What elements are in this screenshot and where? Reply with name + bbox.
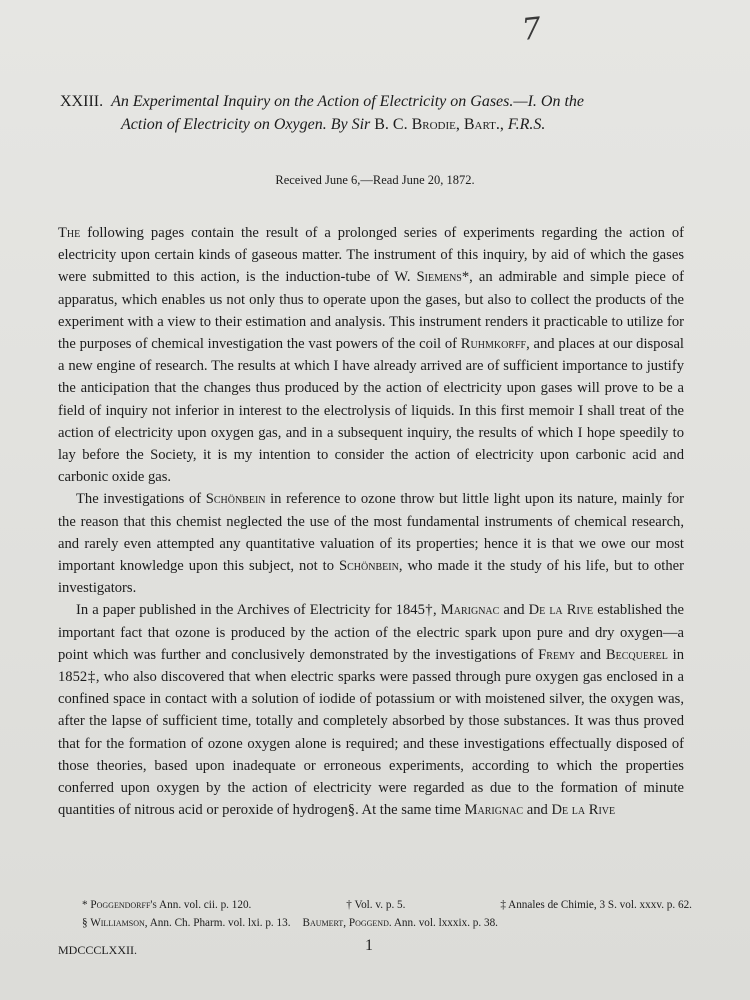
name-siemens: Siemens <box>416 269 462 286</box>
volume-year: MDCCCLXXII. <box>58 943 138 957</box>
footnotes <box>82 896 692 932</box>
footnote-row-2 <box>82 914 692 932</box>
body-text <box>58 222 684 821</box>
title-line-2 <box>60 113 690 136</box>
article-title <box>60 90 690 136</box>
page-number: 1 <box>365 937 373 954</box>
paragraph-1 <box>58 222 684 488</box>
footnote-5 <box>303 914 498 932</box>
author-credential: F.R.S. <box>507 116 546 133</box>
footnote-2: † Vol. v. p. 5. <box>346 899 406 911</box>
text-span: In a paper published in the Archives of Electricity for 1845†, <box>76 602 441 619</box>
text-span: The investigations of <box>76 491 206 508</box>
name-marignac: Marignac <box>440 602 500 619</box>
name-becquerel: Becquerel <box>605 646 668 663</box>
footnote-text: Ann. vol. lxxxix. p. 38. <box>391 917 498 929</box>
footnote-text: Ann. vol. cii. p. 120. <box>156 899 252 911</box>
article-number: XXIII. <box>60 93 104 110</box>
footnote-author: § Williamson, <box>82 917 148 929</box>
paragraph-2 <box>58 488 684 599</box>
text-span: following pages contain the result of a prolonged series of experiments regarding the action of electricity upon certain kinds of gaseous matter. The instrument of this inquiry, by aid of which the gases were submitted to this action, is the induction-tube of W. <box>58 225 684 286</box>
paragraph-3 <box>58 599 684 821</box>
author-name: B. C. Brodie, Bart., <box>374 116 504 133</box>
title-line-1 <box>60 90 690 113</box>
footnote-author: Baumert, Poggend. <box>302 917 392 929</box>
text-span: established the important fact that ozone is produced by the action of the electric spark upon pure and dry oxygen—a point which was further and conclusively demonstrated by the investigations of <box>58 602 684 663</box>
footnote-author: * Poggendorff's <box>82 899 157 911</box>
text-span: and <box>499 602 529 619</box>
name-schonbein: Schönbein <box>205 491 266 508</box>
footnote-1 <box>82 896 251 914</box>
text-span: in reference to ozone throw but little light upon its nature, mainly for the reason that this chemist neglected the use of the most fundamental instruments of chemical research, and rarely even attempted any quantitative valuation of its properties; hence it is that we owe our most important knowledge upon this subject, not to <box>58 491 684 575</box>
received-date: Received June 6,—Read June 20, 1872. <box>275 173 475 187</box>
footnote-3: ‡ Annales de Chimie, 3 S. vol. xxxv. p. 62. <box>500 899 692 911</box>
footnote-text: Ann. Ch. Pharm. vol. lxi. p. 13. <box>147 917 291 929</box>
lead-word: The <box>58 225 81 241</box>
name-de-la-rive: De la Rive <box>551 802 616 819</box>
text-span: , who made it the study of his life, but to other investigators. <box>58 558 684 597</box>
text-span: in 1852‡, who also discovered that when electric sparks were passed through pure oxygen gas enclosed in a confined space in contact with a solution of iodide of potassium or with moistened silver, the oxygen was, after the lapse of sufficient time, totally and completely absorbed by those substances. It was thus proved that for the formation of ozone oxygen alone is required; and these investigations effectually disposed of those theories, based upon inadequate or erroneous experiments, according to which the properties conferred upon oxygen by the action of electricity were regarded as due to the formation of minute quantities of nitrous acid or peroxide of hydrogen§. At the same time <box>58 646 684 819</box>
title-text-1: An Experimental Inquiry on the Action of Electricity on Gases.—I. On the <box>111 93 585 110</box>
name-de-la-rive: De la Rive <box>528 602 594 619</box>
title-by: By Sir <box>330 116 371 133</box>
title-text-2: Action of Electricity on Oxygen. <box>121 116 327 133</box>
name-marignac: Marignac <box>464 802 524 819</box>
name-ruhmkorff: Ruhmkorff <box>460 336 527 353</box>
text-span: and <box>575 646 606 663</box>
name-schonbein: Schönbein <box>339 558 399 575</box>
name-fremy: Fremy <box>538 646 576 663</box>
text-span: , and places at our disposal a new engine of research. The results at which I have already arrived are of sufficient importance to justify the anticipation that the changes thus produced by the action of electricity upon gases will prove to be a field of inquiry not inferior in interest to the electrolysis of liquids. In this first memoir I shall treat of the action of electricity upon oxygen gas, and in a subsequent inquiry, the results of which I hope speedily to lay before the Society, it is my intention to consider the action of electricity upon carbonic acid and carbonic oxide gas. <box>58 336 684 486</box>
footnote-row-1 <box>82 896 692 914</box>
text-span: *, an admirable and simple piece of apparatus, which enables us not only thus to operate upon the gases, but also to collect the products of the experiment with a view to their estimation and analysis. This instrument renders it practicable to utilize for the purposes of chemical investigation the vast powers of the coil of <box>58 269 684 353</box>
handwritten-page-mark: 7 <box>520 11 543 48</box>
text-span: and <box>523 802 552 819</box>
footnote-4 <box>82 914 291 932</box>
